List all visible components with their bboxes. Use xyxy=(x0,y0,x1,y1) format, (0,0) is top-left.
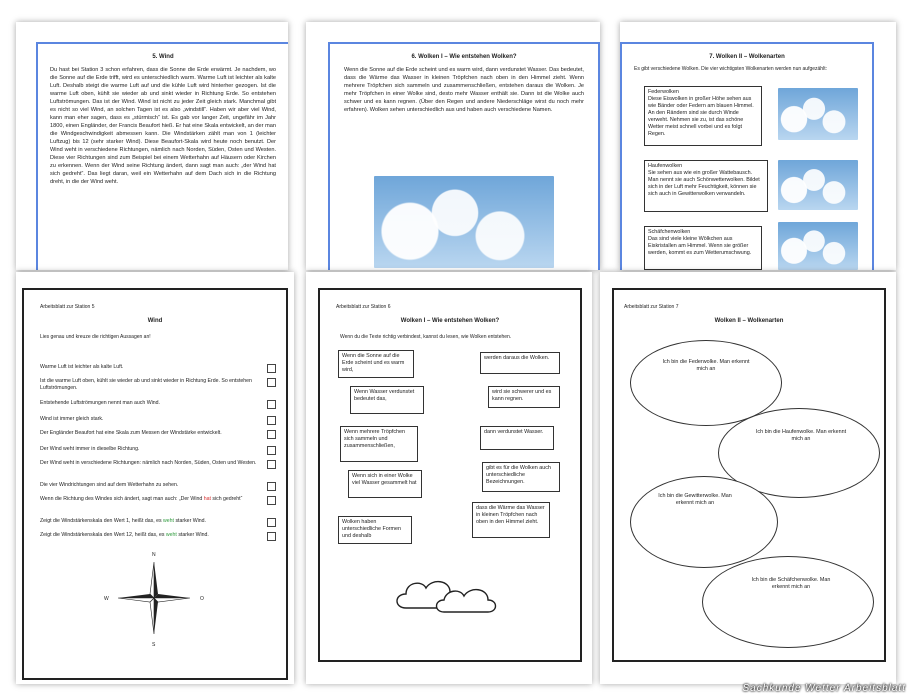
page-station-6-wolken xyxy=(306,22,600,270)
cloud-photo-feder xyxy=(778,88,858,140)
checkbox[interactable] xyxy=(267,430,276,439)
checkbox[interactable] xyxy=(267,518,276,527)
cloud-type-box-2 xyxy=(644,160,768,212)
page-station-5-wind xyxy=(16,22,288,270)
statement-11: Zeigt die Windstärkenskala den Wert 12, heißt das, es weht starker Wind. xyxy=(40,532,266,539)
statement-9: Wenn die Richtung des Windes sich ändert, sagt man auch: „Der Wind hat sich gedreht“ xyxy=(40,496,266,503)
worksheet-instruction: Wenn du die Texte richtig verbindest, kannst du lesen, wie Wolken entstehen. xyxy=(340,334,512,340)
page-title: 7. Wolken II – Wolkenarten xyxy=(709,54,785,60)
clouds-drawing-icon xyxy=(392,572,502,618)
statement-3: Entstehende Luftströmungen nennt man auch Wind. xyxy=(40,400,266,407)
worksheet-frame xyxy=(612,288,886,662)
statement-1: Warme Luft ist leichter als kalte Luft. xyxy=(40,364,266,371)
body-text: Du hast bei Station 3 schon erfahren, dass die Sonne die Erde erwärmt. Je nachdem, wo die Sonne auf die Erde trifft, wird es unterschiedlich warm. Warme Luft ist leichter als kalte Luft. Deshalb steigt die warme Luft auf und die kühle Luft wird hinterher gezogen. Ist die warme Luft oben, kühlt sie wieder ab und sinkt wieder in Richtung Erde. So entstehen Luftströmungen. Das ist der Wind. Wind ist nicht zu jeder Zeit gleich stark. Manchmal gibt es nicht so viel Wind, an solchen Tagen ist es also „windstill“. Haben wir aber viel Wind, kann man eher sagen, dass es „stürmisch“ ist. Es gab vor langer Zeit, ungefähr im Jahr 1800, einen Engländer, der Francis Beaufort hieß. Er hat eine Skala entwickelt, an der man die Windgeschwindigkeit abmessen kann. Die Windstärken zählt man von 1 (leichter Luftzug) bis 12 (sehr starker Wind). Diese Beaufort-Skala wird heute noch benutzt. Der Wind weht in verschiedene Richtungen, nämlich nach Norden, Süden, Osten und Westen. Diese vier Richtungen sind zum Beispiel bei einem Wetterhahn auf Häusern oder Kirchen zu erkennen. Wenn der Wind seine Richtung ändert, dann sagt man auch: „der Wind hat sich gedreht“. Das liegt daran, weil ein Wetterhahn auf dem Dach sich in die Richtung dreht, in die der Wind weht. xyxy=(50,67,276,185)
worksheet-header: Arbeitsblatt zur Station 5 xyxy=(40,304,95,310)
left-phrase-2: Wenn Wasser verdunstet bedeutet das, xyxy=(350,386,424,414)
statement-4: Wind ist immer gleich stark. xyxy=(40,416,266,423)
text-frame xyxy=(36,42,288,270)
right-phrase-5: dass die Wärme das Wasser in kleinen Tröpfchen nach oben in den Himmel zieht. xyxy=(472,502,550,538)
cloud-photo xyxy=(374,176,554,268)
cloud-photo-schaefchen xyxy=(778,222,858,270)
checkbox[interactable] xyxy=(267,532,276,541)
cloud-type-text: Sie sehen aus wie ein großer Wattebausch. Man nennt sie auch Schönwetterwolken. Bildet sich in der Luft mehr Feuchtigkeit, können sie sich auch in Gewitterwolken verwandeln. xyxy=(648,170,760,197)
watermark-text: Sachkunde Wetter Arbeitsblatt xyxy=(742,683,906,694)
cloud-type-name: Schäfchenwolken xyxy=(648,229,691,235)
cloud-type-text: Diese Eiswolken in großer Höhe sehen aus wie Bänder oder Federn am blauen Himmel. An den Rändern sind sie durch Winde verweht. Nehmen sie zu, ist das schöne Wetter meist schnell vorbei und es folgt Regen. xyxy=(648,96,754,137)
worksheet-title: Wind xyxy=(147,318,163,324)
checkbox[interactable] xyxy=(267,446,276,455)
page-worksheet-station-6 xyxy=(306,272,592,684)
statement-7: Der Wind weht in verschiedene Richtungen: nämlich nach Norden, Süden, Osten und Westen. xyxy=(40,460,266,467)
compass-label-w: W xyxy=(104,596,109,602)
oval-haufenwolke: Ich bin die Haufenwolke. Man erkennt mich an xyxy=(718,408,880,498)
cloud-type-name: Federwolken xyxy=(648,89,679,95)
page-station-7-wolkenarten xyxy=(620,22,896,270)
cloud-photo-haufen xyxy=(778,160,858,210)
checkbox[interactable] xyxy=(267,460,276,469)
oval-gewitterwolke: Ich bin die Gewitterwolke. Man erkennt mich an xyxy=(630,476,778,568)
statement-10: Zeigt die Windstärkenskala den Wert 1, heißt das, es weht starker Wind. xyxy=(40,518,266,525)
cloud-type-box-3 xyxy=(644,226,762,270)
worksheet-frame xyxy=(22,288,288,680)
body-text: Wenn die Sonne auf die Erde scheint und es warm wird, dann verdunstet Wasser. Das bedeutet, dass die Wärme das Wasser in kleinen Tröpfchen nach oben in den Himmel zieht. Wenn mehrere Tröpfchen sich sammeln und zusammenschließen, entstehen daraus die Wolken. Je mehr Tröpfchen in einer Wolke sind, desto mehr Wasser enthält sie. Dann ist die Wolke auch schwer und es kann regnen. (Über den Regen und andere Niederschläge wirst du noch mehr erfahren). Wolken sehen unterschiedlich aus und haben auch verschiedene Namen. xyxy=(344,67,584,113)
checkbox[interactable] xyxy=(267,496,276,505)
compass-rose-icon xyxy=(112,556,196,640)
worksheet-frame xyxy=(318,288,582,662)
checkbox[interactable] xyxy=(267,416,276,425)
intro-text: Es gibt verschiedene Wolken. Die vier wichtigsten Wolkenarten werden nun aufgezählt: xyxy=(634,66,827,72)
statement-2: Ist die warme Luft oben, kühlt sie wieder ab und sinkt wieder in Richtung Erde. So entstehen Luftströmungen. xyxy=(40,378,266,391)
right-phrase-1: werden daraus die Wolken. xyxy=(480,352,560,374)
cloud-type-name: Haufenwolken xyxy=(648,163,683,169)
page-worksheet-station-7 xyxy=(600,272,896,684)
worksheet-title: Wolken II – Wolkenarten xyxy=(714,318,784,324)
compass-label-o: O xyxy=(200,596,204,602)
worksheet-title: Wolken I – Wie entstehen Wolken? xyxy=(400,318,500,324)
checkbox[interactable] xyxy=(267,364,276,373)
statement-8: Die vier Windrichtungen sind auf dem Wetterhahn zu sehen. xyxy=(40,482,266,489)
statement-5: Der Engländer Beaufort hat eine Skala zum Messen der Windstärke entwickelt. xyxy=(40,430,266,437)
worksheet-instruction: Lies genau und kreuze die richtigen Aussagen an! xyxy=(40,334,151,340)
right-phrase-3: dann verdunstet Wasser. xyxy=(480,426,554,450)
right-phrase-4: gibt es für die Wolken auch unterschiedliche Bezeichnungen. xyxy=(482,462,560,492)
worksheet-header: Arbeitsblatt zur Station 7 xyxy=(624,304,679,310)
checkbox[interactable] xyxy=(267,378,276,387)
worksheet-header: Arbeitsblatt zur Station 6 xyxy=(336,304,391,310)
left-phrase-3: Wenn mehrere Tröpfchen sich sammeln und zusammenschließen, xyxy=(340,426,418,462)
checkbox[interactable] xyxy=(267,400,276,409)
statement-6: Der Wind weht immer in dieselbe Richtung. xyxy=(40,446,266,453)
left-phrase-5: Wolken haben unterschiedliche Formen und deshalb xyxy=(338,516,412,544)
left-phrase-1: Wenn die Sonne auf die Erde scheint und es warm wird, xyxy=(338,350,414,378)
compass-label-n: N xyxy=(152,552,156,558)
page-title: 5. Wind xyxy=(152,54,174,60)
right-phrase-2: wird sie schwerer und es kann regnen. xyxy=(488,386,560,408)
page-title: 6. Wolken I – Wie entstehen Wolken? xyxy=(411,54,517,60)
cloud-type-text: Das sind viele kleine Wölkchen aus Eiskristallen am Himmel. Wenn sie größer werden, kommt es zum Wetterumschwung. xyxy=(648,236,752,256)
page-worksheet-station-5 xyxy=(16,272,294,684)
cloud-type-box-1 xyxy=(644,86,762,146)
oval-schaefchenwolke: Ich bin die Schäfchenwolke. Man erkennt mich an xyxy=(702,556,874,648)
left-phrase-4: Wenn sich in einer Wolke viel Wasser gesammelt hat xyxy=(348,470,422,498)
checkbox[interactable] xyxy=(267,482,276,491)
text-frame xyxy=(328,42,600,270)
oval-federwolke: Ich bin die Federwolke. Man erkennt mich an xyxy=(630,340,782,426)
compass-label-s: S xyxy=(152,642,156,648)
